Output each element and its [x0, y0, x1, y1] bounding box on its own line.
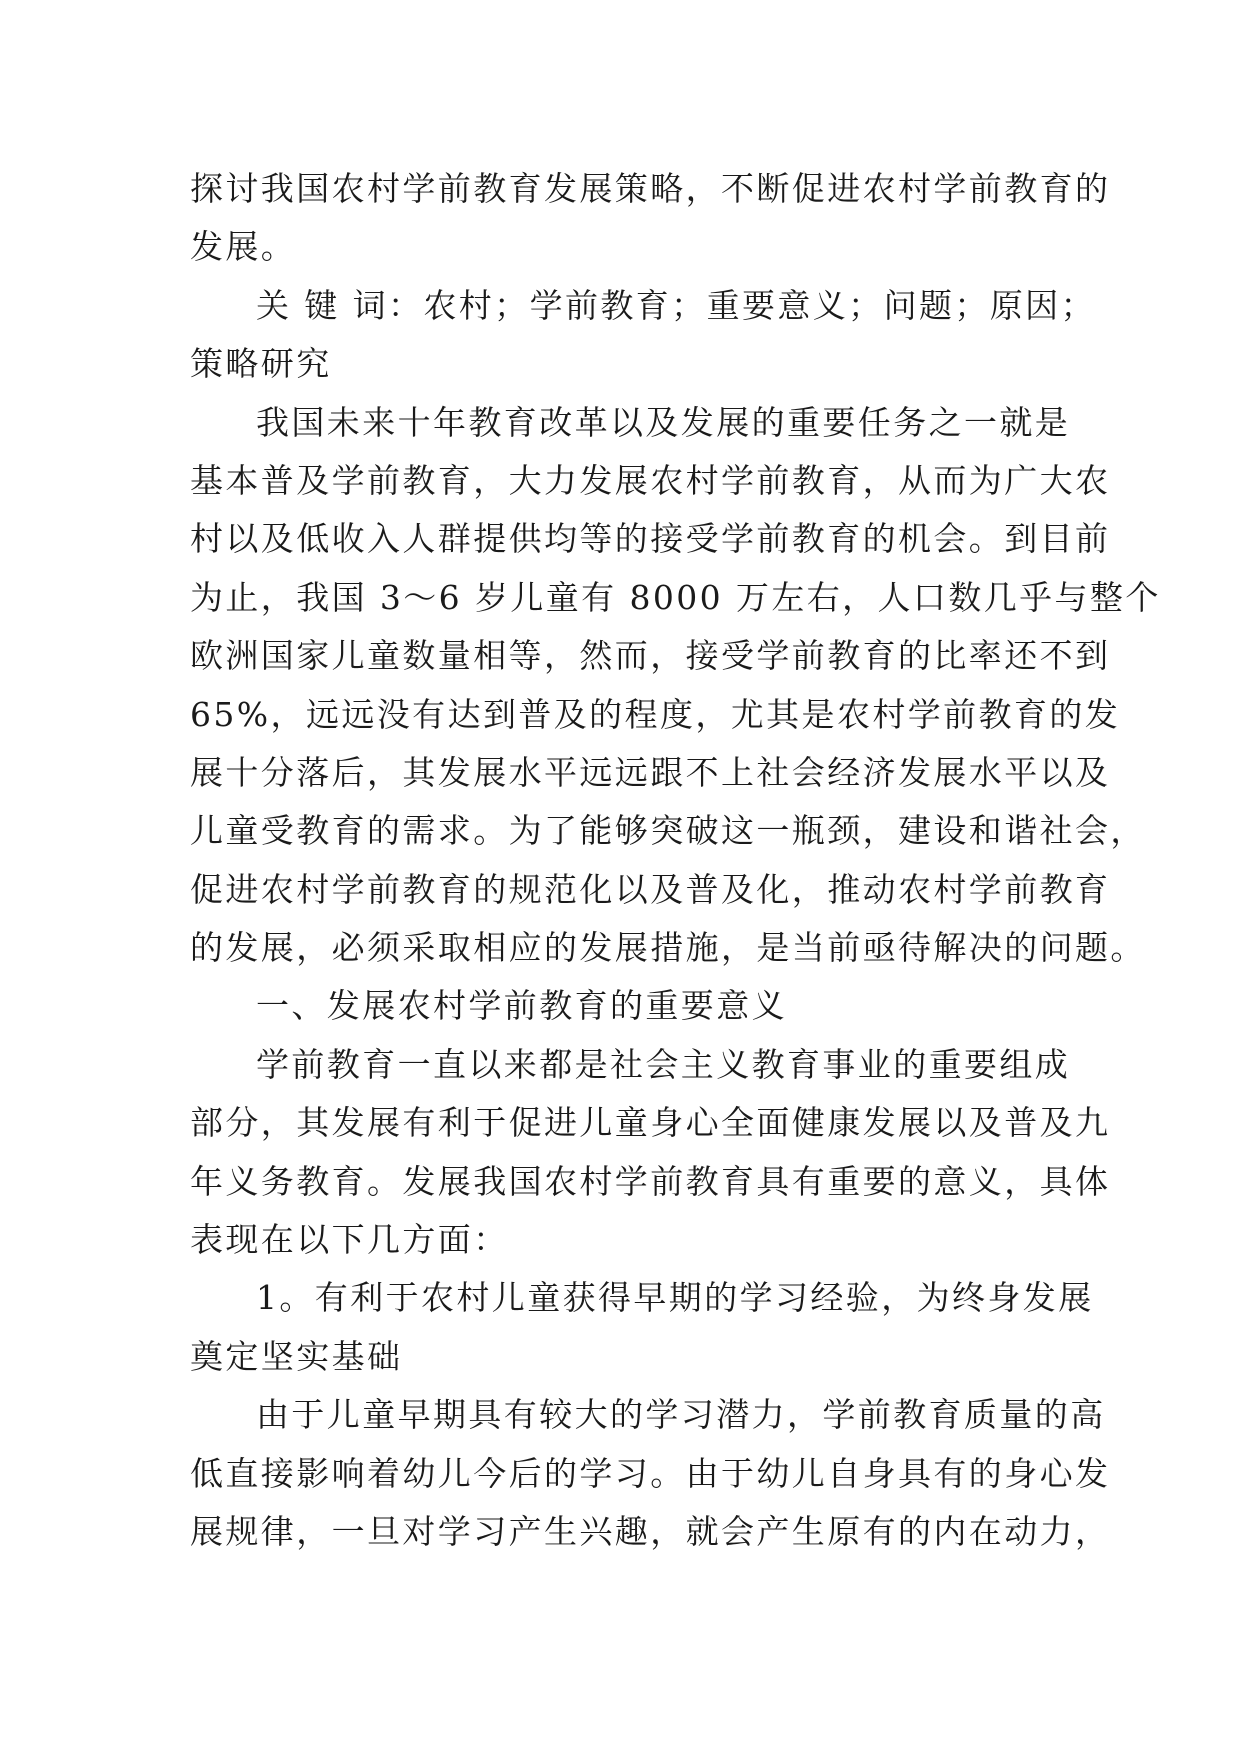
text-line: 欧洲国家儿童数量相等，然而，接受学前教育的比率还不到	[190, 636, 1111, 676]
text-line: 的发展，必须采取相应的发展措施，是当前亟待解决的问题。	[190, 928, 1146, 968]
text-line: 65%，远远没有达到普及的程度，尤其是农村学前教育的发	[190, 694, 1121, 734]
text-line: 基本普及学前教育，大力发展农村学前教育，从而为广大农	[190, 460, 1111, 500]
text-line: 奠定坚实基础	[190, 1336, 403, 1376]
text-line: 1。有利于农村儿童获得早期的学习经验，为终身发展	[256, 1278, 1094, 1318]
text-line: 发展。	[190, 227, 297, 267]
text-line: 学前教育一直以来都是社会主义教育事业的重要组成	[256, 1044, 1071, 1084]
text-line: 村以及低收入人群提供均等的接受学前教育的机会。到目前	[190, 519, 1111, 559]
text-line: 由于儿童早期具有较大的学习潜力，学前教育质量的高	[256, 1395, 1106, 1435]
text-line: 促进农村学前教育的规范化以及普及化，推动农村学前教育	[190, 869, 1111, 909]
text-line: 为止，我国 3～6 岁儿童有 8000 万左右，人口数几乎与整个	[190, 577, 1161, 617]
text-line: 探讨我国农村学前教育发展策略，不断促进农村学前教育的	[190, 169, 1111, 208]
text-line: 一、发展农村学前教育的重要意义	[256, 986, 787, 1026]
text-line: 我国未来十年教育改革以及发展的重要任务之一就是	[256, 402, 1071, 442]
text-line: 儿童受教育的需求。为了能够突破这一瓶颈，建设和谐社会，	[190, 811, 1146, 851]
text-line: 展规律，一旦对学习产生兴趣，就会产生原有的内在动力，	[190, 1511, 1111, 1551]
text-line: 表现在以下几方面：	[190, 1220, 509, 1260]
text-line: 关 键 词：农村；学前教育；重要意义；问题；原因；	[256, 285, 1096, 325]
body-text	[190, 160, 1161, 1561]
text-line: 策略研究	[190, 344, 332, 384]
text-line: 部分，其发展有利于促进儿童身心全面健康发展以及普及九	[190, 1103, 1111, 1143]
text-line: 低直接影响着幼儿今后的学习。由于幼儿自身具有的身心发	[190, 1453, 1111, 1493]
text-line: 展十分落后，其发展水平远远跟不上社会经济发展水平以及	[190, 752, 1111, 792]
text-line: 年义务教育。发展我国农村学前教育具有重要的意义，具体	[190, 1161, 1111, 1201]
